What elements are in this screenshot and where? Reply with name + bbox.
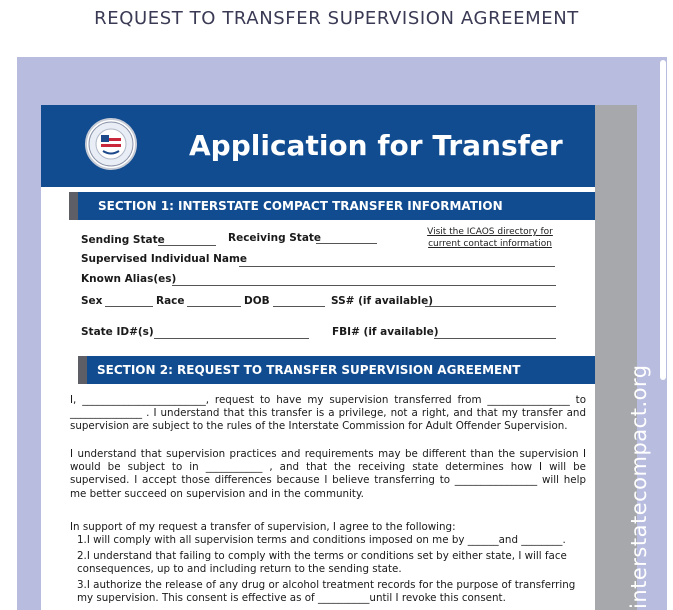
agreement-paragraph-1: I, ________________________, request to have my supervision transferred from ________________ to ______________ . I understand that this transfer is a privilege, not a right, and that my transfer and supervision are subject to the rules of the Interstate Commission for Adult Offender Supervision. [70, 394, 586, 433]
section2-header: SECTION 2: REQUEST TO TRANSFER SUPERVISION AGREEMENT [78, 356, 596, 384]
section1-header: SECTION 1: INTERSTATE COMPACT TRANSFER INFORMATION [69, 192, 596, 220]
document-banner [41, 105, 596, 187]
icaos-directory-link[interactable] [420, 226, 560, 250]
race-line [187, 306, 241, 307]
page-title: REQUEST TO TRANSFER SUPERVISION AGREEMENT [94, 8, 579, 29]
sex-line [105, 306, 153, 307]
agreement-list-item-1: 1.I will comply with all supervision terms and conditions imposed on me by ______and ________. [77, 534, 566, 546]
fbi-line [434, 338, 556, 339]
agreement-paragraph-2: I understand that supervision practices and requirements may be different than the supervision I would be subject to in ___________ , and that the receiving state determines how I will be supervised. I accept those differences because I believe transferring to ________________ will help me better succeed on supervision and in the community. [70, 448, 586, 500]
agreement-list-item-2: 2.I understand that failing to comply with the terms or conditions set by either state, I will face consequences, up to and including return to the sending state. [77, 550, 567, 576]
icaos-seal-logo [85, 118, 137, 170]
icaos-link-line2: current contact information [428, 239, 552, 249]
scrollbar[interactable] [660, 60, 666, 380]
sending-state-label: Sending State [81, 234, 165, 246]
supervised-name-line [239, 266, 555, 267]
document-title: Application for Transfer [189, 129, 563, 162]
agreement-list-item-3: 3.I authorize the release of any drug or alcohol treatment records for the purpose of transferring my supervision. This consent is effective as of __________until I revoke this consent. [77, 579, 576, 605]
fbi-label: FBI# (if available) [332, 326, 439, 338]
ss-line [425, 306, 556, 307]
sending-state-line [158, 245, 216, 246]
ss-label: SS# (if available) [331, 295, 434, 307]
receiving-state-line [316, 243, 377, 244]
race-label: Race [156, 295, 185, 307]
document-page [41, 105, 596, 610]
supervised-name-label: Supervised Individual Name [81, 253, 248, 265]
agreement-list-intro: In support of my request a transfer of supervision, I agree to the following: [70, 521, 456, 533]
known-alias-line [172, 285, 556, 286]
dob-label: DOB [244, 295, 270, 307]
known-alias-label: Known Alias(es) [81, 273, 177, 285]
state-id-label: State ID#(s) [81, 326, 154, 338]
side-strip-url: interstatecompact.org [627, 364, 651, 609]
icaos-link-line1: Visit the ICAOS directory for [427, 227, 553, 237]
dob-line [273, 306, 325, 307]
sex-label: Sex [81, 295, 103, 307]
state-id-line [154, 338, 309, 339]
side-strip [595, 105, 651, 610]
receiving-state-label: Receiving State [228, 232, 322, 244]
